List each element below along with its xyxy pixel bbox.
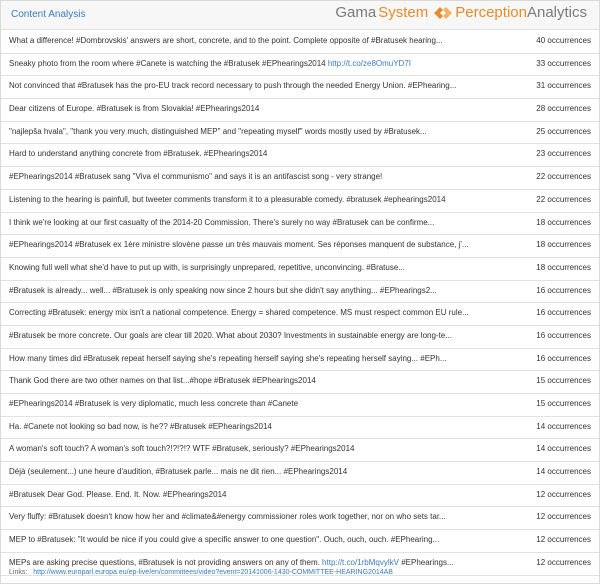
tweet-text-body: What a difference! #Dombrovskis' answers are short, concrete, and to the point. Complete opposite of #Bratusek hearing... (9, 36, 443, 45)
tweet-text (9, 467, 479, 476)
occurrence-count: 14 occurrences (536, 444, 591, 454)
tweet-text (9, 104, 479, 113)
list-item[interactable] (1, 54, 599, 77)
tweet-text (9, 263, 479, 272)
occurrence-count: 40 occurrences (536, 36, 591, 45)
occurrence-count: 28 occurrences (536, 104, 591, 114)
tweet-text (9, 490, 479, 499)
list-item[interactable] (1, 462, 599, 485)
brand-system: System (378, 4, 429, 21)
tweet-text-body: Knowing full well what she'd have to put up with, is surprisingly unprepared, repetitive, unconvincing. #Bratuse... (9, 262, 405, 272)
tweet-link[interactable]: http://t.co/1rbMqvylkV (322, 557, 399, 567)
occurrence-count: 22 occurrences (536, 172, 591, 182)
tweet-text (9, 399, 479, 408)
tweet-text-body: Ha. #Canete not looking so bad now, is he?? #Bratusek #EPhearings2014 (9, 421, 272, 431)
tweet-text-body: MEP to #Bratusek: "It would be nice if you could give a specific answer to one question". Ouch, ouch, ouch. #EPhearing... (9, 535, 440, 545)
tweet-text-body: Listening to the hearing is painfull, but tweeter comments transform it to a pleasurable comedy. #bratusek #ephearings2014 (9, 194, 446, 204)
list-item[interactable] (1, 417, 599, 440)
occurrence-count: 31 occurrences (536, 81, 591, 91)
tweet-text-body: Very fluffy: #Bratusek doesn't know how her and #climate&#energy commissioner roles work together, nor on who sets tar... (9, 512, 446, 522)
tweet-text (9, 535, 479, 544)
tweet-text (9, 331, 479, 340)
tweet-text (9, 512, 479, 521)
tweet-text-body: Dear citizens of Europe. #Bratusek is from Slovakia! #EPhearings2014 (9, 104, 260, 114)
brand-analytics: Analytics (526, 4, 587, 21)
tweet-text (9, 218, 479, 227)
hearing-video-link[interactable]: http://www.europarl.europa.eu/ep-live/en/committees/video?event=20141006-1430-COMMITTEE-HEARING2014AB (33, 569, 393, 576)
panel-title: Content Analysis (11, 9, 86, 20)
list-item[interactable] (1, 99, 599, 122)
tweet-text (9, 81, 479, 90)
occurrence-count: 22 occurrences (536, 194, 591, 204)
occurrence-count: 16 occurrences (536, 308, 591, 318)
perception-analytics-logo-icon (434, 6, 452, 20)
occurrence-count: 25 occurrences (536, 126, 591, 136)
occurrence-count: 16 occurrences (536, 285, 591, 295)
list-item[interactable] (1, 167, 599, 190)
list-item[interactable] (1, 144, 599, 167)
list-item[interactable] (1, 530, 599, 553)
occurrence-count: 18 occurrences (536, 240, 591, 250)
tweet-text (9, 149, 479, 158)
list-item[interactable] (1, 371, 599, 394)
list-item[interactable] (1, 281, 599, 304)
links-label: Links: (9, 569, 28, 576)
occurrence-count: 12 occurrences (536, 535, 591, 545)
list-item[interactable] (1, 213, 599, 236)
list-item[interactable] (1, 122, 599, 145)
tweet-text (9, 286, 479, 295)
tweet-text-body: Not convinced that #Bratusek has the pro-EU track record necessary to push through the needed Energy Union. #EPhearing... (9, 81, 457, 91)
tweet-text-body: #Bratusek Dear God. Please. End. It. Now. #EPhearings2014 (9, 489, 227, 499)
tweet-text (9, 308, 479, 317)
tweet-text-body: Thank God there are two other names on that list...#hope #Bratusek #EPhearings2014 (9, 376, 316, 386)
list-item[interactable] (1, 235, 599, 258)
brand-gama: Gama (335, 4, 377, 21)
tweet-text-body: #Bratusek be more concrete. Our goals are clear till 2020. What about 2030? Investments in sustainable energy are long-te... (9, 330, 452, 340)
occurrence-count: 18 occurrences (536, 217, 591, 227)
occurrence-count: 12 occurrences (536, 512, 591, 522)
occurrence-count: 23 occurrences (536, 149, 591, 159)
occurrence-count: 14 occurrences (536, 421, 591, 431)
tweet-text (9, 195, 479, 204)
tweet-text (9, 354, 479, 363)
tweet-text-body: "najlepša hvala", "thank you very much, distinguished MEP" and "repeating myself" words mostly used by #Bratusek... (9, 126, 427, 136)
brand-logo (335, 4, 587, 21)
list-item[interactable] (1, 303, 599, 326)
tweet-link[interactable]: http://t.co/ze8OmuYD7I (327, 58, 412, 68)
occurrence-count: 14 occurrences (536, 467, 591, 477)
occurrence-count: 16 occurrences (536, 353, 591, 363)
tweet-text-body: #EPhearings2014 #Bratusek is very diplomatic, much less concrete than #Canete (9, 399, 299, 408)
tweet-text (9, 172, 479, 181)
tweet-text-body: How many times did #Bratusek repeat herself saying she's repeating herself saying she's repeating herself saying... #EPh... (9, 353, 447, 363)
tweet-text-body: Correcting #Bratusek: energy mix isn't a national competence. Energy = shared competence. MS must respect common EU rule... (9, 308, 469, 318)
list-item[interactable] (1, 326, 599, 349)
brand-perception: Perception (455, 4, 527, 21)
occurrence-count: 18 occurrences (536, 262, 591, 272)
tweet-text (9, 59, 479, 68)
tweet-text (9, 127, 479, 136)
list-item[interactable] (1, 76, 599, 99)
tweet-text-tail: #EPhearings... (398, 557, 454, 567)
tweet-text (9, 36, 479, 45)
occurrence-count: 12 occurrences (536, 557, 591, 567)
occurrence-count: 15 occurrences (536, 376, 591, 386)
tweet-text-body: #Bratusek is already... well... #Bratusek is only speaking now since 2 hours but she didn't say anything... #EPhearings2... (9, 285, 437, 295)
list-item[interactable] (1, 190, 599, 213)
tweet-text-body: A woman's soft touch? A woman's soft touch?!?!?!? WTF #Bratusek, seriously? #EPhearings2014 (9, 444, 355, 454)
tweet-text-body: I think we're looking at our first casualty of the 2014-20 Commission. There's surely no way #Bratusek can be confirme... (9, 217, 435, 227)
links-footer (9, 569, 393, 576)
tweet-list (1, 31, 599, 576)
tweet-text-body: Déjà (seulement...) une heure d'audition, #Bratusek parle... mais ne dit rien... #EPhearings2014 (9, 467, 348, 477)
tweet-text-body: MEPs are asking precise questions, #Bratusek is not providing answers on any of them. (9, 557, 323, 567)
list-item[interactable] (1, 439, 599, 462)
occurrence-count: 15 occurrences (536, 399, 591, 408)
tweet-text (9, 422, 479, 431)
occurrence-count: 16 occurrences (536, 330, 591, 340)
tweet-text (9, 240, 479, 249)
occurrence-count: 33 occurrences (536, 58, 591, 68)
tweet-text (9, 376, 479, 385)
list-item[interactable] (1, 31, 599, 54)
list-item[interactable] (1, 507, 599, 530)
tweet-text-body: #EPhearings2014 #Bratusek sang "Viva el communismo" and says it is an antifascist song - very strange! (9, 172, 383, 182)
list-item[interactable] (1, 349, 599, 372)
tweet-text-body: #EPhearings2014 #Bratusek ex 1ère ministre slovène passe un très mauvais moment. Ses réponses manquent de substance, j'... (9, 240, 469, 250)
tweet-text (9, 444, 479, 453)
occurrence-count: 12 occurrences (536, 489, 591, 499)
panel-header (1, 1, 599, 30)
list-item[interactable] (1, 394, 599, 417)
tweet-text-body: Sneaky photo from the room where #Canete is watching the #Bratusek #EPhearings2014 (9, 58, 328, 68)
tweet-text-body: Hard to understand anything concrete from #Bratusek. #EPhearings2014 (9, 149, 268, 159)
list-item[interactable] (1, 258, 599, 281)
list-item[interactable] (1, 485, 599, 508)
tweet-text (9, 558, 479, 567)
